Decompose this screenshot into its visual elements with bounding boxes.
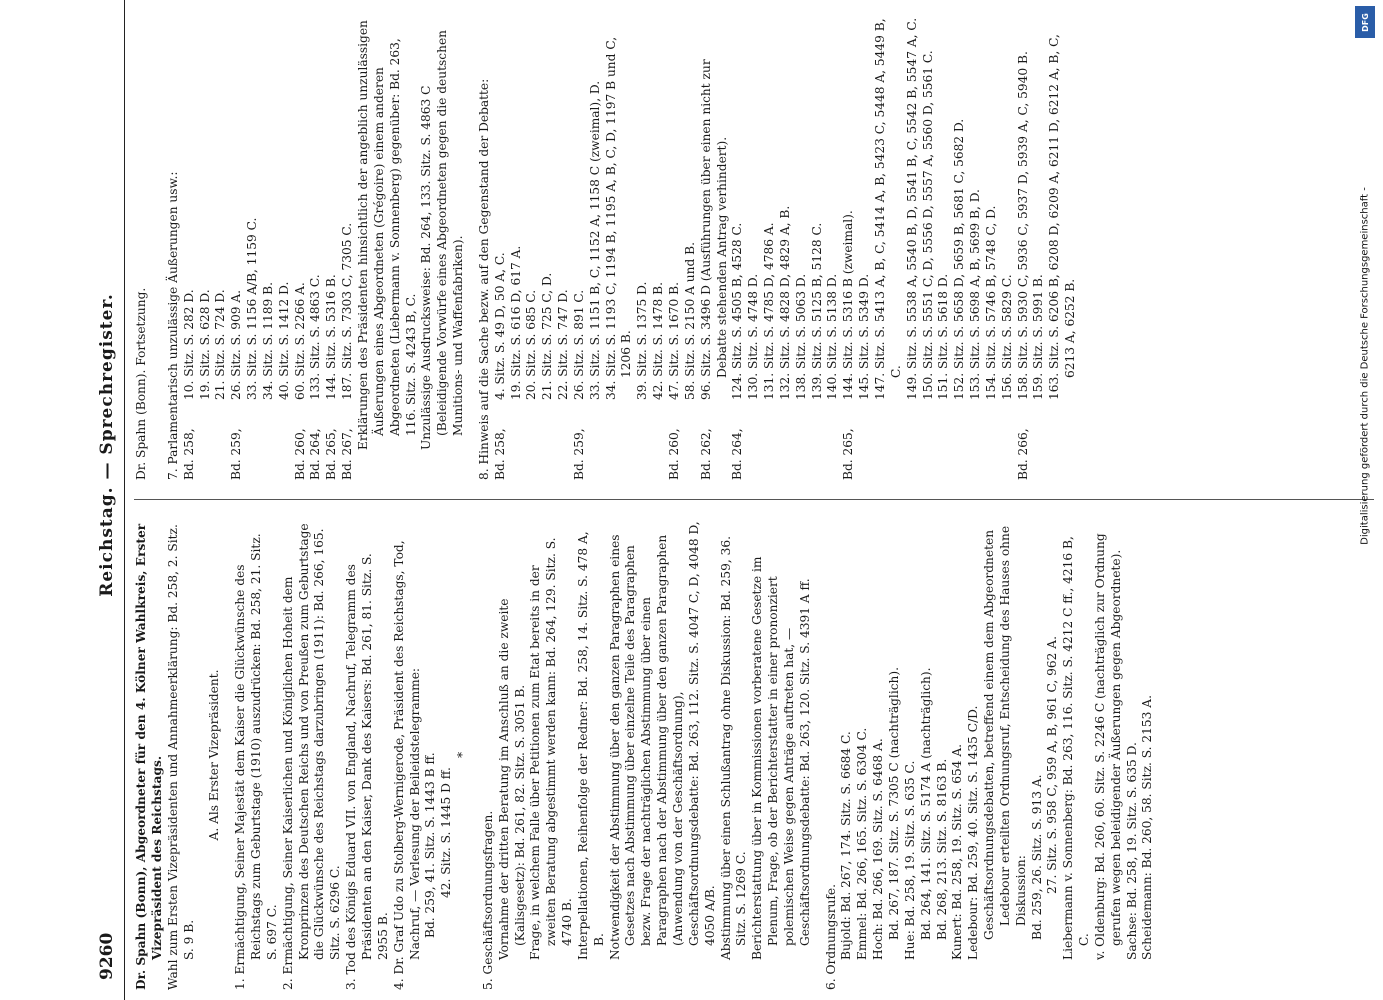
entry-heading: Dr. Spahn (Bonn), Abgeordneter für den 4. Kölner Wahlkreis, Erster Vizepräsident des Reichstags. <box>134 523 164 990</box>
reference-row <box>825 10 841 480</box>
reference-row <box>293 10 309 480</box>
item-4-ref-b: 42. Sitz. S. 1445 D ff. <box>439 767 454 898</box>
volume-label: Bd. 258, <box>492 428 507 480</box>
reference-row <box>524 10 540 480</box>
session-reference: 58. Sitz. S. 2150 A und B. <box>682 241 697 400</box>
order-call: Kunert: Bd. 258, 19. Sitz. S. 654 A. <box>950 743 965 960</box>
session-reference: 131. Sitz. S. 4785 D, 4786 A. <box>762 222 777 400</box>
volume-label <box>651 400 667 480</box>
reference-row <box>198 10 214 480</box>
reference-row <box>857 10 873 480</box>
item-8: 8. Hinweis auf die Sache bezw. auf den Gegenstand der Debatte: <box>476 78 491 480</box>
volume-label <box>683 400 699 480</box>
reference-row <box>921 10 937 480</box>
volume-label: Bd. 264, <box>730 428 745 480</box>
volume-label <box>952 400 968 480</box>
order-call: v. Oldenburg: Bd. 260, 60. Sitz. S. 2246 C (nachträglich zur Ordnung gerufen wegen beleidigender Äußerungen gegen Abgeordnete). <box>1092 533 1123 960</box>
volume-label: Bd. 259, <box>571 428 586 480</box>
side-margin <box>1352 6 1378 994</box>
volume-label <box>213 400 229 480</box>
item-1: 1. Ermächtigung, Seiner Majestät dem Kaiser die Glückwünsche des Reichstags zum Geburtstage (1910) auszudrücken: Bd. 258, 21. Sitz. S. 697 C. <box>233 533 279 990</box>
volume-label: Bd. 262, <box>698 428 713 480</box>
volume-label <box>509 400 525 480</box>
item-2: 2. Ermächtigung, Seiner Kaiserlichen und Königlichen Hoheit dem Kronprinzen des Deutschen Reichs und von Preußen zum Geburtstage die Glückwünsche des Reichstags darzubringen (1911): Bd. 266, 165. Sitz. S. 6296 C. <box>280 523 343 990</box>
volume-label <box>198 400 214 480</box>
session-reference: 147. Sitz. S. 5413 A, B, C, 5414 A, B, 5423 C, 5448 A, 5449 B, C. <box>872 18 903 400</box>
session-reference: 34. Sitz. S. 1189 B. <box>260 282 275 400</box>
item-7-a: Erklärungen des Präsidenten hinsichtlich der angeblich unzulässigen Äußerungen eines Abgeordneten (Grégoire) einem anderen Abgeordneten (Liebermann v. Sonnenberg) gegenüber: Bd. 263, 116. Sitz. S. 4243 B, C. <box>355 20 418 450</box>
reference-row <box>699 10 731 480</box>
volume-label <box>1047 400 1079 480</box>
reference-row <box>1000 10 1016 480</box>
order-call-cont: Bd. 267, 187. Sitz. S. 7305 C (nachträglich). <box>886 666 901 940</box>
session-reference: 40. Sitz. S. 1412 D. <box>276 281 291 400</box>
order-call: Emmel: Bd. 266, 165. Sitz. S. 6304 C. <box>855 727 870 960</box>
session-reference: 145. Sitz. S. 5349 D. <box>857 273 872 400</box>
session-reference: 130. Sitz. S. 4748 D. <box>746 273 761 400</box>
volume-label <box>524 400 540 480</box>
volume-label <box>245 400 261 480</box>
rotated-page <box>90 0 1383 1000</box>
reference-row <box>572 10 588 480</box>
order-call: Ledebour: Bd. 259, 40. Sitz. S. 1435 C/D. <box>966 705 981 960</box>
order-call-cont: Bd. 264, 141. Sitz. S. 5174 A (nachträglich). <box>918 667 933 940</box>
reference-row <box>1031 10 1047 480</box>
reference-row <box>308 10 324 480</box>
reference-row <box>778 10 794 480</box>
session-reference: 153. Sitz. S. 5698 A, B, 5699 B, D. <box>968 189 983 400</box>
volume-label <box>794 400 810 480</box>
session-reference: 163. Sitz. S. 6206 B, 6208 D, 6209 A, 6211 D, 6212 A, B, C, 6213 A, 6252 B. <box>1047 34 1078 400</box>
volume-label <box>277 400 293 480</box>
session-reference: 26. Sitz. S. 909 A. <box>229 289 244 400</box>
reference-row <box>540 10 556 480</box>
column-divider <box>134 499 1374 500</box>
reference-row <box>229 10 245 480</box>
session-reference: 156. Sitz. S. 5829 C. <box>999 274 1014 400</box>
item-5-e: Abstimmung über einen Schlußantrag ohne Diskussion: Bd. 259, 36. Sitz. S. 1269 C. <box>718 535 749 960</box>
volume-label: Bd. 265, <box>324 428 339 480</box>
session-reference: 151. Sitz. S. 5618 D. <box>936 273 951 400</box>
reference-row <box>794 10 810 480</box>
reference-row <box>1047 10 1079 480</box>
volume-label <box>984 400 1000 480</box>
session-reference: 132. Sitz. S. 4828 D, 4829 A, B. <box>777 205 792 400</box>
section-a-title: A. Als Erster Vizepräsident. <box>207 669 222 841</box>
session-reference: 19. Sitz. S. 628 D. <box>197 289 212 400</box>
volume-label: Bd. 259, <box>229 428 244 480</box>
session-reference: 34. Sitz. S. 1193 C, 1194 B, 1195 A, B, C, D, 1197 B und C, 1206 B. <box>603 36 634 400</box>
reference-row <box>1016 10 1032 480</box>
volume-label <box>936 400 952 480</box>
session-reference: 158. Sitz. S. 5930 C, 5936 C, 5937 D, 5939 A, C, 5940 B. <box>1015 51 1030 400</box>
right-column <box>134 10 1374 480</box>
volume-label <box>857 400 873 480</box>
dfg-logo: DFG <box>1355 6 1375 38</box>
item-5-a: Vornahme der dritten Beratung im Anschluß an die zweite (Kalisgesetz): Bd. 261, 82. Sitz. S. 3051 B. <box>496 598 527 960</box>
session-reference: 21. Sitz. S. 725 C, D. <box>540 272 555 400</box>
order-call: Scheidemann: Bd. 260, 58. Sitz. S. 2153 A. <box>1140 695 1155 960</box>
item-8-refs <box>493 10 1079 480</box>
page-number: 9260 <box>97 932 117 980</box>
reference-row <box>588 10 604 480</box>
reference-row <box>905 10 921 480</box>
session-reference: 150. Sitz. S. 5551 C, D, 5556 D, 5557 A, 5560 D, 5561 C. <box>920 50 935 400</box>
reference-row <box>667 10 683 480</box>
session-reference: 124. Sitz. S. 4505 B, 4528 C. <box>730 222 745 400</box>
reference-row <box>952 10 968 480</box>
session-reference: 154. Sitz. S. 5746 B, 5748 C, D. <box>983 205 998 400</box>
order-call: Liebermann v. Sonnenberg: Bd. 263, 116. Sitz. S. 4212 C ff., 4216 B, C. <box>1061 536 1092 960</box>
running-head-bar <box>90 0 125 1000</box>
item-3: 3. Tod des Königs Eduard VII. von England, Nachruf, Telegramm des Präsidenten an den Kaiser, Dank des Kaisers: Bd. 261, 81. Sitz. S. 2955 B. <box>344 553 390 990</box>
session-reference: 187. Sitz. S. 7303 C, 7305 C. <box>340 222 355 400</box>
reference-row <box>556 10 572 480</box>
item-4-ref-a: Bd. 259, 41. Sitz. S. 1443 B ff. <box>423 752 438 938</box>
session-reference: 144. Sitz. S. 5316 B (zweimal). <box>841 210 856 400</box>
reference-row <box>968 10 984 480</box>
item-5-f: Berichterstattung über in Kommissionen vorberatene Gesetze im Plenum, Frage, ob der Berichterstatter in einer prononziert polemischen Weise gegen Anträge auftreten hat, — Geschäftsordnungsdebatte: Bd. 263, 120. Sitz. S. 4391 A ff. <box>750 556 812 960</box>
session-reference: 152. Sitz. S. 5658 D, 5659 B, 5681 C, 5682 D. <box>952 118 967 400</box>
left-column <box>134 520 1155 990</box>
volume-label <box>635 400 651 480</box>
session-reference: 20. Sitz. S. 685 C. <box>524 289 539 400</box>
volume-label: Bd. 267, <box>340 428 355 480</box>
reference-row <box>340 10 356 480</box>
order-call: Hue: Bd. 258, 19. Sitz. S. 635 C. <box>902 760 917 960</box>
order-call: Bujold: Bd. 267, 174. Sitz. S. 6684 C. <box>839 731 854 960</box>
session-reference: 159. Sitz. S. 5991 B. <box>1031 274 1046 400</box>
item-7: 7. Parlamentarisch unzulässige Äußerungen usw.: <box>165 171 180 480</box>
reference-row <box>324 10 340 480</box>
session-reference: 60. Sitz. S. 2266 A. <box>292 282 307 400</box>
funding-note: Digitalisierung gefördert durch die Deutsche Forschungsgemeinschaft - <box>1359 187 1371 545</box>
session-reference: 47. Sitz. S. 1670 B. <box>667 282 681 400</box>
volume-label <box>540 400 556 480</box>
item-5-d: Notwendigkeit der Abstimmung über den ganzen Paragraphen eines Gesetzes nach Abstimmung über einzelne Teile des Paragraphen bezw. Frage der nachträglichen Abstimmung über einen Paragraphen nach der Abstimmung über den ganzen Paragraphen (Anwendung von der Geschäftsordnung), Geschäftsordnungsdebatte: Bd. 263, 112. Sitz. S. 4047 C, D, 4048 D, 4050 A/B. <box>607 521 717 960</box>
session-reference: 133. Sitz. S. 4863 C. <box>308 274 323 400</box>
reference-row <box>873 10 905 480</box>
volume-label <box>604 400 636 480</box>
reference-row <box>841 10 857 480</box>
reference-row <box>493 10 509 480</box>
volume-label <box>825 400 841 480</box>
session-reference: 42. Sitz. S. 1478 B. <box>651 282 666 400</box>
section-star: * <box>455 751 470 759</box>
order-call-cont: Geschäftsordnungsdebatten, betreffend einem dem Abgeordneten Ledebour erteilten Ordnungsruf, Entscheidung des Hauses ohne Diskussion: <box>982 525 1028 940</box>
reference-row <box>984 10 1000 480</box>
session-reference: 33. Sitz. S. 1156 A/B, 1159 C. <box>245 217 260 400</box>
session-reference: 26. Sitz. S. 891 C. <box>571 289 586 400</box>
running-head: Reichstag. — Sprechregister. <box>97 293 117 597</box>
order-call-cont: 27. Sitz. S. 958 C, 959 A, B, 961 C, 962 A. <box>1045 636 1060 894</box>
volume-label <box>921 400 937 480</box>
session-reference: 138. Sitz. S. 5063 D. <box>793 273 808 400</box>
session-reference: 4. Sitz. S. 49 D, 50 A, C. <box>492 252 507 400</box>
session-reference: 96. Sitz. S. 3496 D (Ausführungen über einen nicht zur Debatte stehenden Antrag verhindert). <box>698 59 729 400</box>
volume-label <box>905 400 921 480</box>
reference-row <box>683 10 699 480</box>
item-6: 6. Ordnungsrufe. <box>823 884 838 990</box>
volume-label <box>873 400 905 480</box>
order-call: Sachse: Bd. 258, 19. Sitz. S. 635 D. <box>1124 742 1139 960</box>
session-reference: 10. Sitz. S. 282 D. <box>181 289 196 400</box>
reference-row <box>762 10 778 480</box>
session-reference: 140. Sitz. S. 5138 D. <box>825 273 840 400</box>
reference-row <box>604 10 636 480</box>
item-5: 5. Geschäftsordnungsfragen. <box>480 810 495 990</box>
volume-label <box>810 400 826 480</box>
volume-label <box>1031 400 1047 480</box>
session-reference: 139. Sitz. S. 5125 B, 5128 C. <box>809 222 824 400</box>
item-5-c: Interpellationen, Reihenfolge der Redner: Bd. 258, 14. Sitz. S. 478 A, B. <box>575 531 606 960</box>
session-reference: 144. Sitz. S. 5316 B. <box>324 274 339 400</box>
reference-row <box>182 10 198 480</box>
session-reference: 22. Sitz. S. 747 D. <box>556 289 571 400</box>
election-note: Wahl zum Ersten Vizepräsidenten und Annahmeerklärung: Bd. 258, 2. Sitz. S. 9 B. <box>165 524 196 990</box>
reference-row <box>245 10 261 480</box>
reference-row <box>509 10 525 480</box>
volume-label <box>1000 400 1016 480</box>
item-7-b: Unzulässige Ausdrucksweise: Bd. 264, 133. Sitz. S. 4863 C (Beleidigende Vorwürfe eines Abgeordneten gegen die deutschen Munitions- und Waffenfabriken). <box>419 29 466 450</box>
volume-label: Bd. 265, <box>841 428 856 480</box>
order-call-cont: Bd. 268, 213. Sitz. S. 8163 B. <box>934 758 949 940</box>
session-reference: 39. Sitz. S. 1375 D. <box>635 281 650 400</box>
volume-label <box>762 400 778 480</box>
volume-label <box>778 400 794 480</box>
reference-row <box>277 10 293 480</box>
reference-row <box>213 10 229 480</box>
volume-label: Bd. 264, <box>308 428 323 480</box>
item-5-b: Frage, in welchem Falle über Petitionen zum Etat bereits in der zweiten Beratung abgestimmt werden kann: Bd. 264, 129. Sitz. S. 4740 B. <box>528 537 575 960</box>
volume-label: Bd. 258, <box>181 428 196 480</box>
reference-row <box>936 10 952 480</box>
order-call-cont: Bd. 259, 26. Sitz. S. 913 A. <box>1029 774 1044 940</box>
volume-label: Bd. 260, <box>667 428 681 480</box>
volume-label <box>556 400 572 480</box>
volume-label <box>968 400 984 480</box>
reference-row <box>746 10 762 480</box>
item-4: 4. Dr. Graf Udo zu Stolberg-Wernigerode, Präsident des Reichstags, Tod, Nachruf, — Verlesung der Beileidstelegramme: <box>391 540 422 990</box>
session-reference: 19. Sitz. S. 616 D, 617 A. <box>508 245 523 400</box>
order-call: Hoch: Bd. 266, 169. Sitz. S. 6468 A. <box>871 738 886 960</box>
reference-row <box>730 10 746 480</box>
reference-row <box>261 10 277 480</box>
volume-label: Bd. 266, <box>1015 428 1030 480</box>
volume-label <box>261 400 277 480</box>
reference-row <box>810 10 826 480</box>
session-reference: 33. Sitz. S. 1151 B, C, 1152 A, 1158 C (zweimal), D. <box>587 80 602 400</box>
reference-row <box>635 10 651 480</box>
reference-row <box>651 10 667 480</box>
volume-label <box>746 400 762 480</box>
session-reference: 21. Sitz. S. 724 D. <box>213 289 228 400</box>
volume-label <box>588 400 604 480</box>
continuation-heading: Dr. Spahn (Bonn). Fortsetzung. <box>134 287 148 480</box>
session-reference: 149. Sitz. S. 5538 A, 5540 B, D, 5541 B, C, 5542 B, 5547 A, C. <box>904 17 919 400</box>
volume-label: Bd. 260, <box>292 428 307 480</box>
item-7-refs <box>182 10 356 480</box>
